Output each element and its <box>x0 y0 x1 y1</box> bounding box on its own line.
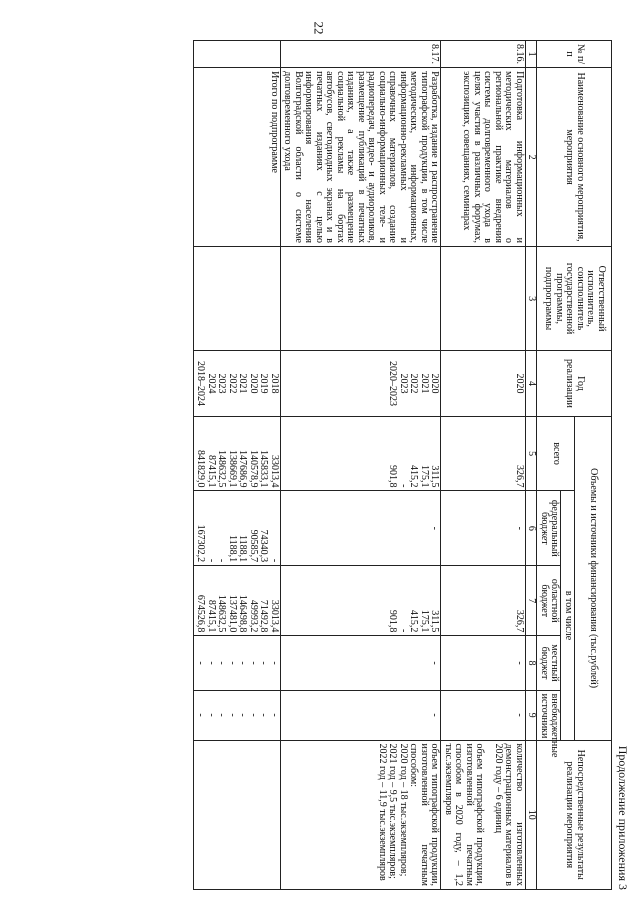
col-number: 8 <box>526 636 538 690</box>
funding-table <box>193 40 612 890</box>
executor-cell <box>441 247 526 351</box>
col-number: 5 <box>526 416 538 491</box>
year-cell: 2020 2021 2022 2023 2020–2023 <box>281 351 442 417</box>
year-cell: 2020 <box>441 351 526 417</box>
regional-cell: 311,5 175,1 415,2 - 901,8 <box>281 566 442 636</box>
col-number: 6 <box>526 491 538 566</box>
col-number: 10 <box>526 740 538 889</box>
executor-cell <box>281 247 442 351</box>
total-cell: 33013,4 145833,1 140578,9 147686,9 138669,1 148632,5 87415,1 841829,0 <box>194 416 281 491</box>
header-total: всего <box>537 416 575 491</box>
local-cell: - <box>441 636 526 690</box>
row-number: 8.16. <box>441 41 526 68</box>
col-number: 4 <box>526 351 538 417</box>
row-number <box>194 41 281 68</box>
regional-cell: 326,7 <box>441 566 526 636</box>
header-results: Непосредственные результаты реализации мероприятия <box>537 740 612 889</box>
header-federal: федеральный бюджет <box>537 491 561 566</box>
col-number: 3 <box>526 247 538 351</box>
header-funding-group: Объемы и источники финансирования (тыс.рублей) <box>575 416 612 740</box>
rotated-page-content <box>120 40 630 890</box>
col-number: 9 <box>526 690 538 740</box>
results-cell: объем типографской продукции, изготовленной печатным способом: 2020 год – 18 тыс.экземпляров; 2021 год – 9,5 тыс.экземпляров; 2022 год – 11,9 тыс.экземпляров <box>281 740 442 889</box>
results-cell: количество изготовленных демонстрационных материалов в 2020 году – 6 единиц объем типографской продукции, изготовленной печатным способом в 2020 году, – 1,2 тыс.экземпляров <box>441 740 526 889</box>
total-cell: 311,5 175,1 415,2 - 901,8 <box>281 416 442 491</box>
federal-cell: - <box>281 491 442 566</box>
activity-name: Подготовка информационных и методических материалов о региональной практике внедрения системы долговременного ухода в целях участия в различных форумах, экспозициях, совещаниях, семинарах <box>441 68 526 247</box>
total-cell: 326,7 <box>441 416 526 491</box>
executor-cell <box>194 247 281 351</box>
header-year: Год реализации <box>537 351 612 417</box>
header-name: Наименование основного мероприятия, мероприятия <box>537 68 612 247</box>
extra-cell: - - - - - - - - <box>194 690 281 740</box>
local-cell: - - - - - - - - <box>194 636 281 690</box>
table-row <box>281 41 442 890</box>
table-row-total <box>194 41 281 890</box>
table-row <box>441 41 526 890</box>
col-number: 7 <box>526 566 538 636</box>
regional-cell: 33013,4 71492,8 49993,2 146498,8 137481,0 148632,5 87415,1 674526,8 <box>194 566 281 636</box>
results-cell <box>194 740 281 889</box>
local-cell: - <box>281 636 442 690</box>
header-extra: внебюджетные источники <box>537 690 561 740</box>
row-number: 8.17. <box>281 41 442 68</box>
header-regional: областной бюджет <box>537 566 561 636</box>
header-including: в том числе <box>561 491 575 740</box>
page-number: 22 <box>311 21 327 35</box>
total-label: Итого по подпрограмме <box>194 68 281 247</box>
activity-name: Разработка, издание и распространение типографской продукции, в том числе методических, информационных, информационно-рекламных и справочных материалов, создание социально-информационных теле- и радиопередач, видео- и аудиороликов, размещение публикаций в печатных изданиях, а также размещение социальной рекламы на бортах автобусов, светодиодных экранах и в печатных изданиях с целью информирования населения Волгоградской области о системе долговременного ухода <box>281 68 442 247</box>
federal-cell: - 74340,3 90585,7 1188,1 1188,1 - - 167302,2 <box>194 491 281 566</box>
header-executor: Ответственный исполнитель, соисполнитель государственной программы, подпрограммы <box>537 247 612 351</box>
col-number: 2 <box>526 68 538 247</box>
extra-cell: - <box>281 690 442 740</box>
year-cell: 2018 2019 2020 2021 2022 2023 2024 2018–2024 <box>194 351 281 417</box>
header-local: местный бюджет <box>537 636 561 690</box>
col-number: 1 <box>526 41 538 68</box>
extra-cell: - <box>441 690 526 740</box>
federal-cell: - <box>441 491 526 566</box>
header-num: № п/п <box>537 41 612 68</box>
appendix-caption: Продолжение приложения 3 <box>616 745 630 890</box>
